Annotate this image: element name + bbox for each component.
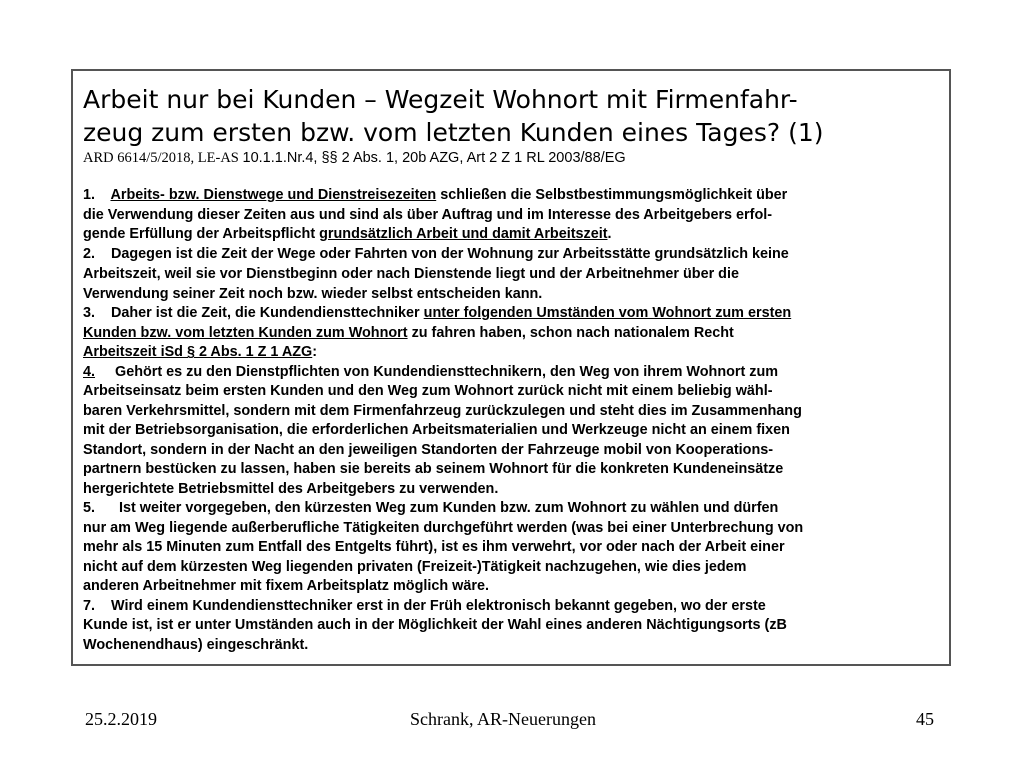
slide-title-line-1: Arbeit nur bei Kunden – Wegzeit Wohnort mit Firmenfahr- — [83, 85, 798, 114]
body-line: hergerichtete Betriebsmittel des Arbeitgebers zu verwenden. — [83, 481, 499, 497]
underlined-text: grundsätzlich Arbeit und damit Arbeitszeit — [319, 226, 608, 242]
body-line — [83, 324, 734, 343]
body-line: Verwendung seiner Zeit noch bzw. wieder selbst entscheiden kann. — [83, 286, 543, 302]
legal-reference — [83, 149, 626, 167]
slide-title-line-2: zeug zum ersten bzw. vom letzten Kunden eines Tages? (1) — [83, 118, 824, 147]
body-line: anderen Arbeitnehmer mit fixem Arbeitsplatz möglich wäre. — [83, 578, 489, 594]
paragraph-5-line: 5. Ist weiter vorgegeben, den kürzesten Weg zum Kunden bzw. zum Wohnort zu wählen und dürfen — [83, 500, 779, 516]
paragraph-7-line: 7. Wird einem Kundendiensttechniker erst in der Früh elektronisch bekannt gegeben, wo der erste — [83, 598, 766, 614]
paragraph-3-line — [83, 304, 791, 323]
reference-statutes: 10.1.1.Nr.4, §§ 2 Abs. 1, 20b AZG, Art 2 Z 1 RL 2003/88/EG — [242, 150, 626, 166]
body-line — [83, 343, 317, 362]
body-line: mehr als 15 Minuten zum Entfall des Entgelts führt), ist es ihm verwehrt, vor oder nach der Arbeit einer — [83, 539, 785, 555]
paragraph-4-line — [83, 363, 778, 382]
body-line: Arbeitszeit, weil sie vor Dienstbeginn oder nach Dienstende liegt und der Arbeitnehmer über die — [83, 266, 739, 282]
body-line: partnern bestücken zu lassen, haben sie bereits ab seinem Wohnort für die konkreten Kundeneinsätze — [83, 461, 784, 477]
body-text: Gehört es zu den Dienstpflichten von Kundendiensttechnikern, den Weg von ihrem Wohnort zum — [95, 364, 779, 380]
page-number: 45 — [916, 709, 934, 729]
body-text: schließen die Selbstbestimmungsmöglichkeit über — [436, 187, 788, 203]
underlined-text: Kunden bzw. vom letzten Kunden zum Wohnort — [83, 325, 408, 341]
footer-date: 25.2.2019 — [85, 709, 157, 729]
body-line: Arbeitseinsatz beim ersten Kunden und den Weg zum Wohnort zurück nicht mit einem beliebig wähl- — [83, 383, 773, 399]
body-text: . — [607, 226, 612, 242]
reference-source: ARD 6614/5/2018, LE-AS — [83, 150, 239, 166]
body-text: zu fahren haben, schon nach nationalem Recht — [407, 325, 734, 341]
underlined-text: Arbeitszeit iSd § 2 Abs. 1 Z 1 AZG — [83, 344, 313, 360]
footer-title: Schrank, AR-Neuerungen — [410, 709, 596, 729]
underlined-text: Arbeits- bzw. Dienstwege und Dienstreisezeiten — [110, 187, 437, 203]
body-line — [83, 225, 612, 244]
item-number: 1. — [83, 187, 111, 203]
body-line: nur am Weg liegende außerberufliche Tätigkeiten durchgeführt werden (was bei einer Unterbrechung von — [83, 520, 804, 536]
body-line: baren Verkehrsmittel, sondern mit dem Firmenfahrzeug zurückzulegen und steht dies im Zusammenhang — [83, 403, 802, 419]
body-line: Wochenendhaus) eingeschränkt. — [83, 637, 309, 653]
body-line: mit der Betriebsorganisation, die erforderlichen Arbeitsmaterialien und Werkzeuge nicht an einem fixen — [83, 422, 790, 438]
body-text: : — [312, 344, 318, 360]
body-line: die Verwendung dieser Zeiten aus und sind als über Auftrag und im Interesse des Arbeitgebers erfol- — [83, 207, 773, 223]
paragraph-2-line: 2. Dagegen ist die Zeit der Wege oder Fahrten von der Wohnung zur Arbeitsstätte grundsätzlich keine — [83, 246, 789, 262]
body-line: Standort, sondern in der Nacht an den jeweiligen Standorten der Fahrzeuge mobil von Kooperations- — [83, 442, 774, 458]
body-line: Kunde ist, ist er unter Umständen auch in der Möglichkeit der Wahl eines anderen Nächtigungsorts (zB — [83, 617, 787, 633]
body-text: 3. Daher ist die Zeit, die Kundendiensttechniker — [83, 305, 424, 321]
item-number: 4. — [83, 364, 96, 380]
body-text: gende Erfüllung der Arbeitspflicht — [83, 226, 320, 242]
body-line: nicht auf dem kürzesten Weg liegenden privaten (Freizeit-)Tätigkeit nachzugehen, wie dies jedem — [83, 559, 747, 575]
underlined-text: unter folgenden Umständen vom Wohnort zum ersten — [423, 305, 792, 321]
paragraph-1-line — [83, 186, 787, 205]
